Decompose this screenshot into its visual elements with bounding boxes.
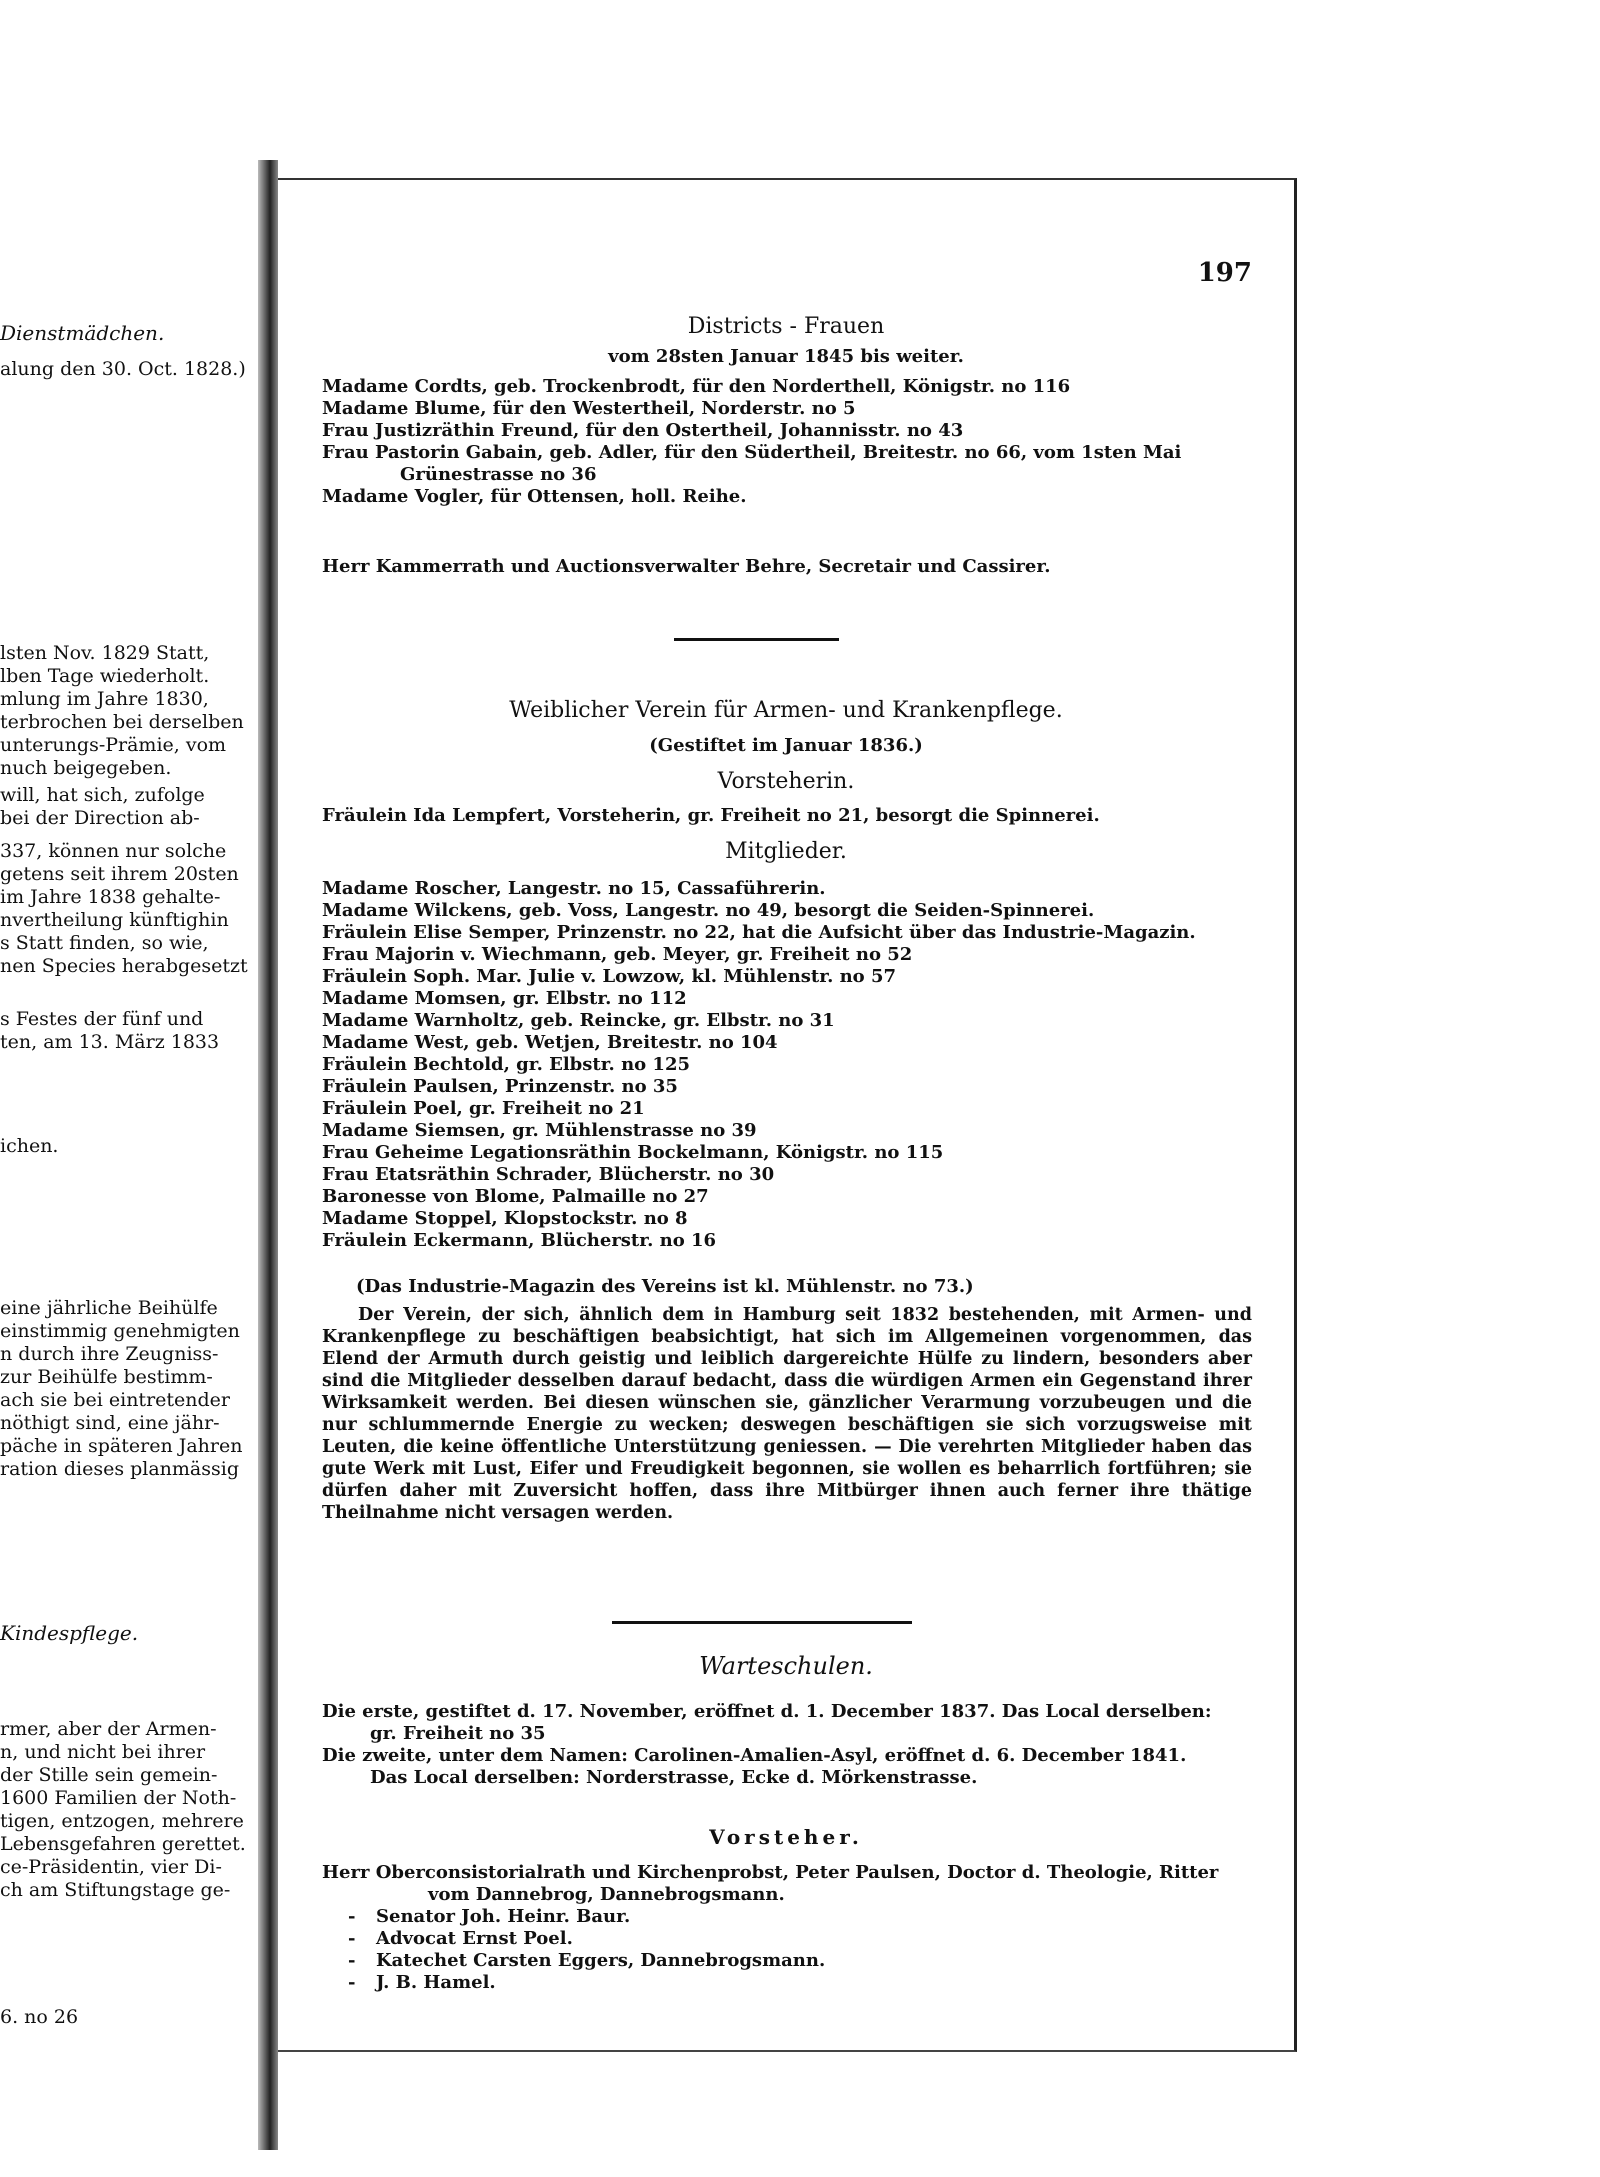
vorsteher-heading: Vorsteher.	[709, 1825, 863, 1849]
left-line: n durch ihre Zeugniss-	[0, 1343, 219, 1365]
mitglied-entry: Frau Majorin v. Wiechmann, geb. Meyer, gr. Freiheit no 52	[322, 944, 913, 965]
vorsteher-name: Senator Joh. Heinr. Baur.	[376, 1906, 631, 1927]
warteschulen-list	[322, 1701, 1282, 1789]
districts-subtitle: vom 28sten Januar 1845 bis weiter.	[608, 346, 964, 367]
vorsteher-entry	[322, 1950, 1282, 1972]
mitglied-entry: Madame Warnholtz, geb. Reincke, gr. Elbstr. no 31	[322, 1010, 835, 1031]
districts-entry: Madame Cordts, geb. Trockenbrodt, für den Norderthell, Königstr. no 116	[322, 376, 1071, 397]
warteschule-erste-local: gr. Freiheit no 35	[370, 1723, 546, 1744]
vorsteher-entry	[322, 1928, 1282, 1950]
vorsteher-entry	[322, 1972, 1282, 1994]
mitglied-entry: Madame West, geb. Wetjen, Breitestr. no 104	[322, 1032, 778, 1053]
mitglied-entry: Fräulein Soph. Mar. Julie v. Lowzow, kl. Mühlenstr. no 57	[322, 966, 897, 987]
left-line: lsten Nov. 1829 Statt,	[0, 642, 210, 664]
left-line: ration dieses planmässig	[0, 1458, 239, 1480]
vorsteher-list	[322, 1862, 1282, 1994]
verein-paragraph: Der Verein, der sich, ähnlich dem in Hamburg seit 1832 bestehenden, mit Armen- und Krankenpflege zu beschäftigen beabsichtigt, hat sich im Allgemeinen vorgenommen, das Elend der Armuth durch geistig und leiblich dargereichte Hülfe zu lindern, besonders aber sind die Mitglieder desselben darauf bedacht, dass die würdigen Armen ein Gegenstand ihrer Wirksamkeit werden. Bei diesen wünschen sie, gänzlicher Verarmung vorzubeugen und die nur schlummernde Energie zu wecken; deswegen beschäftigen sie sich vorzugsweise mit Leuten, die keine öffentliche Unterstützung geniessen. — Die verehrten Mitglieder haben das gute Werk mit Lust, Eifer und Freudigkeit begonnen, sie wollen es beharrlich fortführen; sie dürfen daher mit Zuversicht hoffen, dass ihre Mitbürger ihnen auch ferner ihre thätige Theilnahme nicht versagen werden.	[322, 1305, 1252, 1523]
magazin-note: (Das Industrie-Magazin des Vereins ist kl. Mühlenstr. no 73.)	[356, 1276, 974, 1297]
left-line: tigen, entzogen, mehrere	[0, 1810, 244, 1832]
left-line: Kindespflege.	[0, 1621, 139, 1645]
vorsteherin-line: Fräulein Ida Lempfert, Vorsteherin, gr. Freiheit no 21, besorgt die Spinnerei.	[322, 805, 1100, 826]
vorsteherin-heading: Vorsteherin.	[717, 769, 855, 794]
districts-entry: Frau Justizräthin Freund, für den Ostertheil, Johannisstr. no 43	[322, 420, 964, 441]
districts-list	[322, 376, 1262, 508]
left-line: bei der Direction ab-	[0, 807, 200, 829]
mitglieder-heading: Mitglieder.	[725, 839, 847, 864]
mitglied-entry: Fräulein Elise Semper, Prinzenstr. no 22, hat die Aufsicht über das Industrie-Magazin.	[322, 922, 1196, 943]
page-number: 197	[1197, 258, 1252, 288]
left-page-fragment	[0, 170, 262, 2110]
left-line: ten, am 13. März 1833	[0, 1031, 220, 1053]
mitglied-entry: Fräulein Eckermann, Blücherstr. no 16	[322, 1230, 717, 1251]
left-line: rmer, aber der Armen-	[0, 1718, 217, 1740]
dash-mark: -	[348, 1950, 356, 1971]
warteschule-zweite: Die zweite, unter dem Namen: Carolinen-Amalien-Asyl, eröffnet d. 6. December 1841.	[322, 1745, 1187, 1766]
left-line: nuch beigegeben.	[0, 757, 172, 779]
mitglied-entry: Madame Roscher, Langestr. no 15, Cassaführerin.	[322, 878, 826, 899]
left-line: eine jährliche Beihülfe	[0, 1297, 218, 1319]
mitglied-entry: Frau Geheime Legationsräthin Bockelmann, Königstr. no 115	[322, 1142, 944, 1163]
warteschulen-title: Warteschulen.	[699, 1652, 873, 1680]
mitglied-entry: Madame Stoppel, Klopstockstr. no 8	[322, 1208, 688, 1229]
left-line: nvertheilung künftighin	[0, 909, 229, 931]
left-line: im Jahre 1838 gehalte-	[0, 886, 221, 908]
mitglied-entry: Madame Momsen, gr. Elbstr. no 112	[322, 988, 687, 1009]
mitglied-entry: Fräulein Bechtold, gr. Elbstr. no 125	[322, 1054, 691, 1075]
left-line: s Statt finden, so wie,	[0, 932, 209, 954]
vorsteher-entry	[322, 1906, 1282, 1928]
left-line: ichen.	[0, 1135, 59, 1157]
vorsteher-entry-cont: vom Dannebrog, Dannebrogsmann.	[428, 1884, 785, 1905]
left-line: nen Species herabgesetzt	[0, 955, 248, 977]
secretary-line: Herr Kammerrath und Auctionsverwalter Behre, Secretair und Cassirer.	[322, 556, 1051, 577]
vorsteher-name: Advocat Ernst Poel.	[376, 1928, 573, 1949]
left-line: mlung im Jahre 1830,	[0, 688, 209, 710]
mitglieder-list	[322, 878, 1262, 1252]
left-line: zur Beihülfe bestimm-	[0, 1366, 213, 1388]
left-line: Lebensgefahren gerettet.	[0, 1833, 246, 1855]
left-line: der Stille sein gemein-	[0, 1764, 218, 1786]
vorsteher-others	[322, 1906, 1282, 1994]
left-line: einstimmig genehmigten	[0, 1320, 240, 1342]
verein-founded: (Gestiftet im Januar 1836.)	[649, 735, 923, 756]
dash-mark: -	[348, 1972, 356, 1993]
vorsteher-entry: Herr Oberconsistorialrath und Kirchenprobst, Peter Paulsen, Doctor d. Theologie, Ritter	[322, 1862, 1219, 1883]
districts-entry: Grünestrasse no 36	[400, 464, 597, 485]
left-line: will, hat sich, zufolge	[0, 784, 205, 806]
left-line: ch am Stiftungstage ge-	[0, 1879, 231, 1901]
mitglied-entry: Fräulein Paulsen, Prinzenstr. no 35	[322, 1076, 678, 1097]
left-line: ce-Präsidentin, vier Di-	[0, 1856, 222, 1878]
mitglied-entry: Baronesse von Blome, Palmaille no 27	[322, 1186, 709, 1207]
divider-rule	[674, 638, 839, 641]
dash-mark: -	[348, 1906, 356, 1927]
mitglied-entry: Frau Etatsräthin Schrader, Blücherstr. no 30	[322, 1164, 775, 1185]
left-line: 337, können nur solche	[0, 840, 227, 862]
divider-rule	[612, 1621, 912, 1624]
districts-entry: Frau Pastorin Gabain, geb. Adler, für den Südertheil, Breitestr. no 66, vom 1sten Mai	[322, 442, 1182, 463]
left-line: getens seit ihrem 20sten	[0, 863, 239, 885]
left-line: 6. no 26	[0, 2006, 79, 2028]
book-gutter	[258, 160, 278, 2150]
districts-entry: Madame Blume, für den Westertheil, Norderstr. no 5	[322, 398, 856, 419]
left-line: unterungs-Prämie, vom	[0, 734, 227, 756]
districts-entry: Madame Vogler, für Ottensen, holl. Reihe.	[322, 486, 747, 507]
right-page	[278, 178, 1297, 2052]
vorsteher-name: J. B. Hamel.	[376, 1972, 496, 1993]
warteschule-erste: Die erste, gestiftet d. 17. November, eröffnet d. 1. December 1837. Das Local derselben:	[322, 1701, 1212, 1722]
districts-title: Districts - Frauen	[687, 314, 885, 339]
verein-title: Weiblicher Verein für Armen- und Krankenpflege.	[509, 698, 1063, 723]
vorsteher-name: Katechet Carsten Eggers, Dannebrogsmann.	[376, 1950, 826, 1971]
left-line: s Festes der fünf und	[0, 1008, 204, 1030]
warteschule-zweite-local: Das Local derselben: Norderstrasse, Ecke d. Mörkenstrasse.	[370, 1767, 978, 1788]
left-line: terbrochen bei derselben	[0, 711, 244, 733]
left-line: 1600 Familien der Noth-	[0, 1787, 237, 1809]
left-line: n, und nicht bei ihrer	[0, 1741, 206, 1763]
mitglied-entry: Madame Wilckens, geb. Voss, Langestr. no 49, besorgt die Seiden-Spinnerei.	[322, 900, 1095, 921]
left-line: ach sie bei eintretender	[0, 1389, 231, 1411]
left-line: lben Tage wiederholt.	[0, 665, 210, 687]
left-line: nöthigt sind, eine jähr-	[0, 1412, 220, 1434]
dash-mark: -	[348, 1928, 356, 1949]
left-line: Dienstmädchen.	[0, 321, 165, 345]
left-line: päche in späteren Jahren	[0, 1435, 243, 1457]
mitglied-entry: Fräulein Poel, gr. Freiheit no 21	[322, 1098, 645, 1119]
left-line: alung den 30. Oct. 1828.)	[0, 358, 246, 380]
mitglied-entry: Madame Siemsen, gr. Mühlenstrasse no 39	[322, 1120, 757, 1141]
